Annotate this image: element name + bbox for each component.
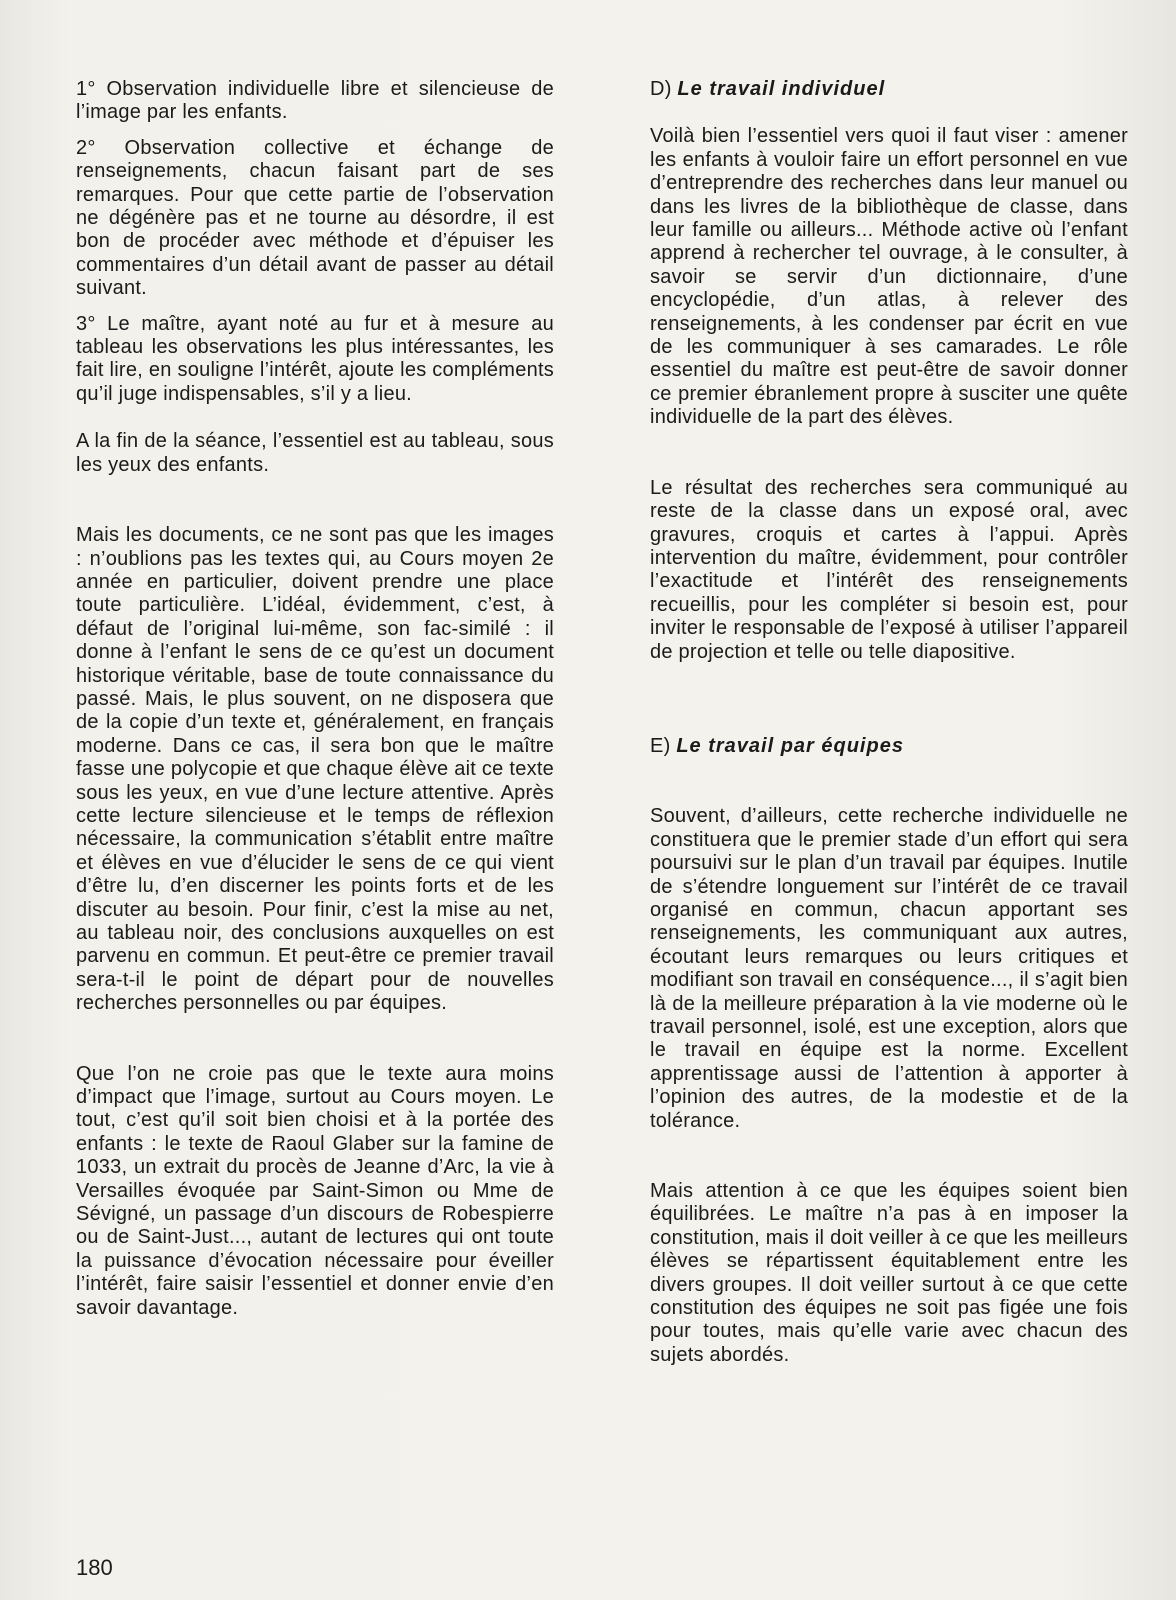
paragraph-les-textes: Mais les documents, ce ne sont pas que les images : n’oublions pas les textes qui, au Cours moyen 2e année en particulier, doivent prendre une place toute particulière. L’idéal, évidemment, c’est, à défaut de l’original lui-même, son fac-similé : il donne à l’enfant le sens de ce qu’est un document historique véritable, base de toute connaissance du passé. Mais, le plus souvent, on ne disposera que de la copie d’un texte et, généralement, en français moderne. Dans ce cas, il sera bon que le maître fasse une polycopie et que chaque élève ait ce texte sous les yeux, en vue d’une lecture attentive. Après cette lecture silencieuse et le temps de réflexion nécessaire, la communication s’établit entre maître et élèves en vue d’élucider le sens de ce qui vient d’être lu, d’en discerner les points forts et de les discuter au besoin. Pour finir, c’est la mise au net, au tableau noir, des conclusions auxquelles on est parvenu en commun. Et peut-être ce premier travail sera-t-il le point de départ pour de nouvelles recherches personnelles ou par équipes. (76, 524, 554, 1015)
heading-prefix: D) (650, 78, 672, 100)
paragraph-resultat-des-recherches: Le résultat des recherches sera communiqué au reste de la classe dans un exposé oral, avec gravures, croquis et cartes à l’appui. Après intervention du maître, évidemment, pour contrôler l’exactitude et l’intérêt des renseignements recueillis, pour les compléter si besoin est, pour inviter le responsable de l’exposé à utiliser l’appareil de projection et telle ou telle diapositive. (650, 476, 1128, 663)
paragraph-observation-individuelle: 1° Observation individuelle libre et silencieuse de l’image par les enfants. (76, 78, 554, 124)
section-heading-travail-par-equipes (650, 735, 1128, 758)
paragraph-equipes-equilibrees: Mais attention à ce que les équipes soient bien équilibrées. Le maître n’a pas à en imposer la constitution, mais il doit veiller à ce que les meilleurs élèves se répartissent équitablement entre les divers groupes. Il doit veiller surtout à ce que cette constitution des équipes ne soit pas figée une fois pour toutes, mais qu’elle varie avec chacun des sujets abordés. (650, 1180, 1128, 1366)
paragraph-fin-de-seance: A la fin de la séance, l’essentiel est au tableau, sous les yeux des enfants. (76, 430, 554, 476)
section-heading-travail-individuel (650, 78, 1128, 101)
heading-prefix: E) (650, 734, 671, 757)
paragraph-effort-personnel: Voilà bien l’essentiel vers quoi il faut viser : amener les enfants à vouloir faire un effort personnel en vue d’entreprendre des recherches dans leur manuel ou dans les livres de la bibliothèque de classe, dans leur famille ou ailleurs... Méthode active où l’enfant apprend à rechercher tel ouvrage, à le consulter, à savoir se servir d’un dictionnaire, d’une encyclopédie, d’un atlas, à relever des renseignements, à les condenser par écrit en vue de les communiquer à ses camarades. Le rôle essentiel du maître est peut-être de savoir donner ce premier ébranlement propre à susciter une quête individuelle de la part des élèves. (650, 125, 1128, 429)
right-column (650, 78, 1128, 1367)
left-column (76, 78, 554, 1320)
paragraph-role-du-maitre: 3° Le maître, ayant noté au fur et à mesure au tableau les observations les plus intéressantes, les fait lire, en souligne l’intérêt, ajoute les compléments qu’il juge indispensables, s’il y a lieu. (76, 312, 554, 405)
paragraph-impact-du-texte: Que l’on ne croie pas que le texte aura moins d’impact que l’image, surtout au Cours moyen. Le tout, c’est qu’il soit bien choisi et à la portée des enfants : le texte de Raoul Glaber sur la famine de 1033, un extrait du procès de Jeanne d’Arc, la vie à Versailles évoquée par Saint-Simon ou Mme de Sévigné, un passage d’un discours de Robespierre ou de Saint-Just..., autant de lectures qui ont toute la puissance d’évocation nécessaire pour éveiller l’intérêt, faire saisir l’essentiel et donner envie d’en savoir davantage. (76, 1062, 554, 1319)
paragraph-observation-collective: 2° Observation collective et échange de renseignements, chacun faisant part de ses remarques. Pour que cette partie de l’observation ne dégénère pas et ne tourne au désordre, il est bon de procéder avec méthode et d’épuiser les commentaires d’un détail avant de passer au détail suivant. (76, 136, 554, 300)
heading-title: Le travail individuel (677, 78, 886, 100)
paragraph-recherche-en-equipe: Souvent, d’ailleurs, cette recherche individuelle ne constituera que le premier stade d’un effort qui sera poursuivi sur le plan d’un travail par équipes. Inutile de s’étendre longuement sur l’intérêt de ce travail organisé en commun, chacun apportant ses renseignements, les communiquant aux autres, écoutant leurs remarques ou leurs critiques et modifiant son travail en conséquence..., il s’agit bien là de la meilleure préparation à la vie moderne où le travail personnel, isolé, est une exception, alors que le travail en équipe est la norme. Excellent apprentissage aussi de l’attention à apporter à l’opinion des autres, de la modestie et de la tolérance. (650, 805, 1128, 1132)
page-number: 180 (76, 1555, 113, 1580)
heading-title: Le travail par équipes (676, 734, 904, 757)
